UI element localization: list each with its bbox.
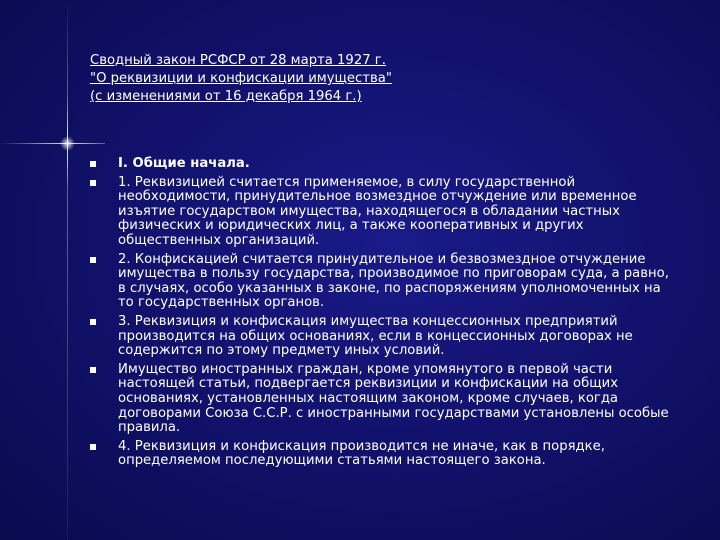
list-item	[90, 176, 680, 249]
list-item-text: 2. Конфискацией считается принудительное и безвозмездное отчуждение имущества в пользу государства, производимое по приговорам суда, а равно, в случаях, особо указанных в законе, по распоряжениям уполномоченных на то государственных органов.	[118, 251, 669, 311]
list-item	[90, 315, 680, 359]
square-bullet-icon	[90, 367, 96, 373]
square-bullet-icon	[90, 319, 96, 325]
square-bullet-icon	[90, 444, 96, 450]
section-heading: I. Общие начала.	[118, 156, 250, 171]
list-item	[90, 253, 680, 311]
title-line-1: Сводный закон РСФСР от 28 марта 1927 г.	[90, 53, 386, 68]
list-item-text: 3. Реквизиция и конфискация имущества концессионных предприятий производится на общих основаниях, если в концессионных договорах не содержится по этому предмету иных условий.	[118, 313, 633, 359]
sparkle-star-icon	[60, 136, 75, 151]
title-line-3: (с изменениями от 16 декабря 1964 г.)	[90, 89, 362, 104]
square-bullet-icon	[90, 161, 96, 167]
title-line-2: "О реквизиции и конфискации имущества"	[90, 71, 392, 86]
sparkle-vertical-line	[67, 0, 68, 540]
list-item	[90, 440, 680, 469]
list-item-text: 4. Реквизиция и конфискация производится не иначе, как в порядке, определяемом последующими статьями настоящего закона.	[118, 438, 605, 469]
sparkle-horizontal-line	[0, 143, 105, 144]
list-item	[90, 157, 680, 172]
list-item	[90, 363, 680, 436]
square-bullet-icon	[90, 257, 96, 263]
slide-title	[90, 52, 490, 106]
list-item-text: 1. Реквизицией считается применяемое, в силу государственной необходимости, принудительное возмездное отчуждение или временное изъятие государством имущества, находящегося в обладании частных физических и юридических лиц, а также кооперативных и других общественных организаций.	[118, 174, 637, 248]
list-item-text: Имущество иностранных граждан, кроме упомянутого в первой части настоящей статьи, подвергается реквизиции и конфискации на общих основаниях, установленных настоящим законом, кроме случаев, когда договорами Союза С.С.Р. с иностранными государствами установлены особые правила.	[118, 361, 669, 436]
bullet-list	[90, 157, 680, 473]
square-bullet-icon	[90, 180, 96, 186]
